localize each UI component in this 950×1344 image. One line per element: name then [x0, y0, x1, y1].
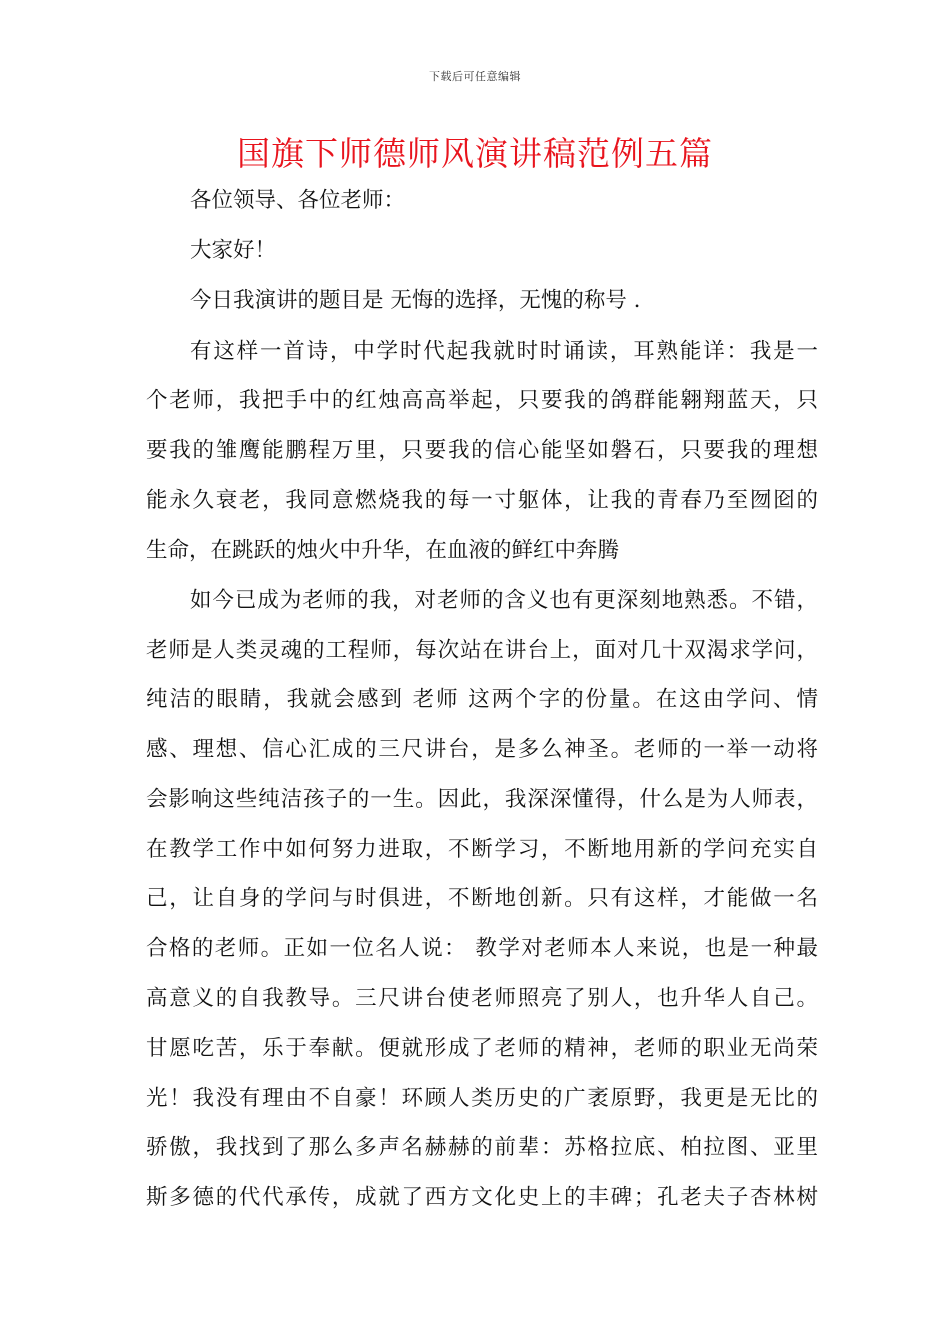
- paragraph-line: 老师是人类灵魂的工程师，每次站在讲台上，面对几十双渴求学问，: [146, 638, 818, 663]
- paragraph-line: 能永久衰老，我同意燃烧我的每一寸躯体，让我的青春乃至囫囵的: [146, 488, 818, 513]
- paragraph-line: 如今已成为老师的我，对老师的含义也有更深刻地熟悉。不错，: [190, 588, 818, 613]
- paragraph-line: 甘愿吃苦，乐于奉献。便就形成了老师的精神，老师的职业无尚荣: [146, 1036, 818, 1061]
- header-note: 下载后可任意编辑: [429, 70, 521, 83]
- paragraph-line: 感、理想、信心汇成的三尺讲台，是多么神圣。老师的一举一动将: [146, 737, 818, 762]
- paragraph-line: 会影响这些纯洁孩子的一生。因此，我深深懂得，什么是为人师表，: [146, 787, 818, 812]
- paragraph-line: 高意义的自我教导。三尺讲台使老师照亮了别人，也升华人自己。: [146, 986, 818, 1011]
- paragraph-line: 光！我没有理由不自豪！环顾人类历史的广袤原野，我更是无比的: [146, 1086, 818, 1111]
- paragraph-line: 斯多德的代代承传，成就了西方文化史上的丰碑；孔老夫子杏林树: [146, 1185, 818, 1210]
- paragraph-line: 在教学工作中如何努力进取，不断学习，不断地用新的学问充实自: [146, 837, 818, 862]
- paragraph-line: 生命，在跳跃的烛火中升华，在血液的鲜红中奔腾: [146, 538, 620, 563]
- salutation-line: 各位领导、各位老师：: [190, 188, 406, 213]
- paragraph-line: 纯洁的眼睛，我就会感到 老师 这两个字的份量。在这由学问、情: [146, 687, 818, 712]
- paragraph-line: 合格的老师。正如一位名人说： 教学对老师本人来说，也是一种最: [146, 936, 818, 961]
- topic-line: 今日我演讲的题目是 无悔的选择，无愧的称号 .: [190, 288, 641, 313]
- paragraph-line: 骄傲，我找到了那么多声名赫赫的前辈：苏格拉底、柏拉图、亚里: [146, 1135, 818, 1160]
- greeting-line: 大家好！: [190, 238, 277, 263]
- paragraph-line: 己，让自身的学问与时俱进，不断地创新。只有这样，才能做一名: [146, 886, 818, 911]
- document-title: 国旗下师德师风演讲稿范例五篇: [237, 134, 713, 173]
- paragraph-line: 个老师，我把手中的红烛高高举起，只要我的鸽群能翱翔蓝天，只: [146, 388, 818, 413]
- paragraph-line: 要我的雏鹰能鹏程万里，只要我的信心能坚如磐石，只要我的理想: [146, 438, 818, 463]
- paragraph-line: 有这样一首诗，中学时代起我就时时诵读，耳熟能详：我是一: [190, 339, 818, 364]
